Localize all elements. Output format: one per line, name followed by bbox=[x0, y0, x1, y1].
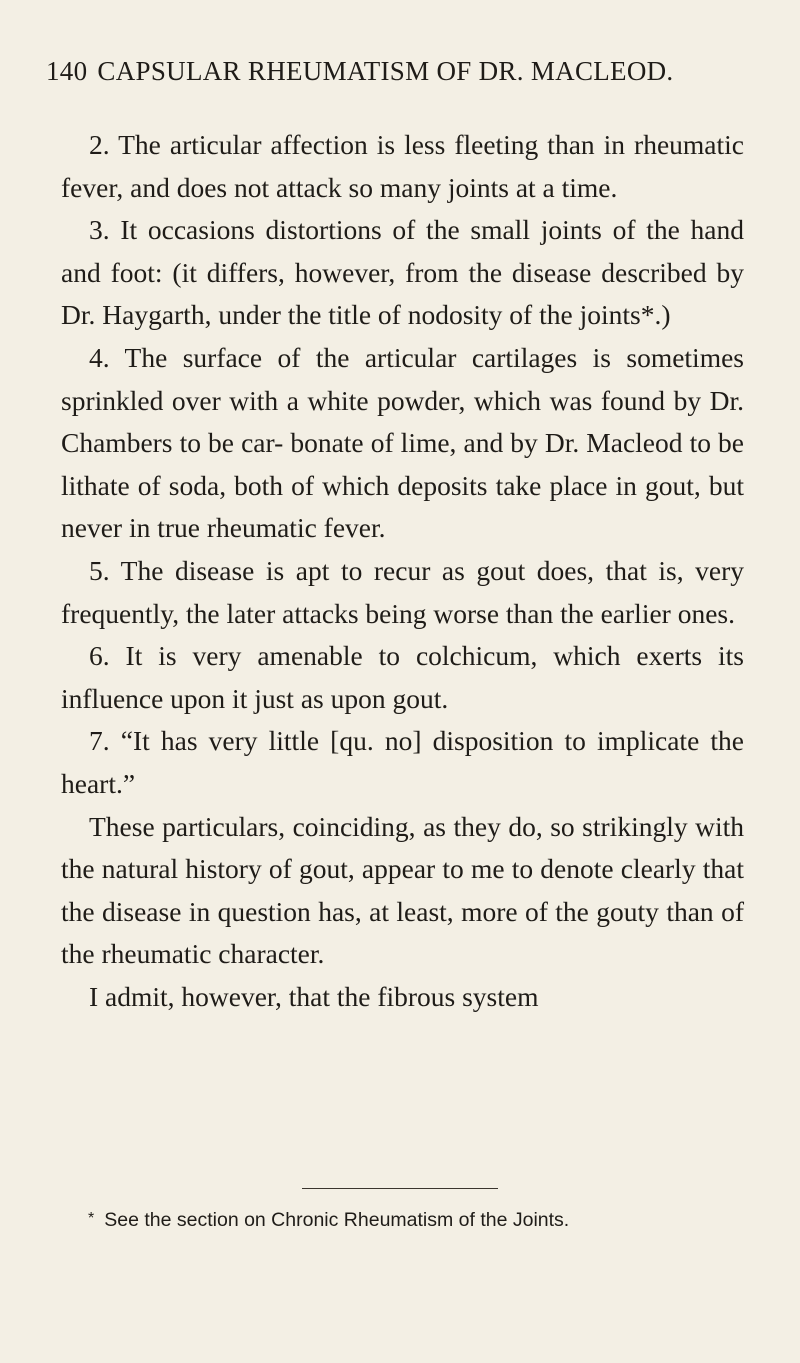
footnote-text: See the section on Chronic Rheumatism of the Joints. bbox=[104, 1209, 570, 1231]
paragraph-admit: I admit, however, that the fibrous system bbox=[89, 980, 539, 1012]
footnote-divider bbox=[302, 1188, 498, 1189]
running-header bbox=[46, 56, 766, 87]
paragraph-7: 7. “It has very little [qu. no] disposition to implicate the heart.” bbox=[61, 725, 744, 799]
footnote bbox=[88, 1209, 758, 1232]
paragraph-particulars: These particulars, coinciding, as they do, so strikingly with the natural history of gout, appear to me to denote clearly that the disease in question has, at least, more of the gouty than of the rheumatic character. bbox=[61, 810, 744, 970]
paragraph-6: 6. It is very amenable to colchicum, which exerts its influence upon it just as upon gout. bbox=[61, 640, 744, 714]
page-number: 140 bbox=[46, 56, 88, 86]
paragraph-5: 5. The disease is apt to recur as gout does, that is, very frequently, the later attacks being worse than the earlier ones. bbox=[61, 554, 744, 629]
body-text bbox=[61, 124, 744, 1018]
paragraph-2: 2. The articular affection is less fleeting than in rheumatic fever, and does not attack so many joints at a time. bbox=[61, 129, 744, 203]
paragraph-4: 4. The surface of the articular cartilages is sometimes sprinkled over with a white powder, which was found by Dr. Chambers to be car- bonate of lime, and by Dr. Macleod to be lithate of soda, both of which deposits take place in gout, but never in true rheumatic fever. bbox=[61, 341, 744, 544]
paragraph-3: 3. It occasions distortions of the small joints of the hand and foot: (it differs, however, from the disease described by Dr. Haygarth, under the title of nodosity of the joints*.) bbox=[61, 214, 744, 331]
running-title: CAPSULAR RHEUMATISM OF DR. MACLEOD. bbox=[97, 56, 674, 86]
footnote-marker: * bbox=[88, 1210, 95, 1227]
